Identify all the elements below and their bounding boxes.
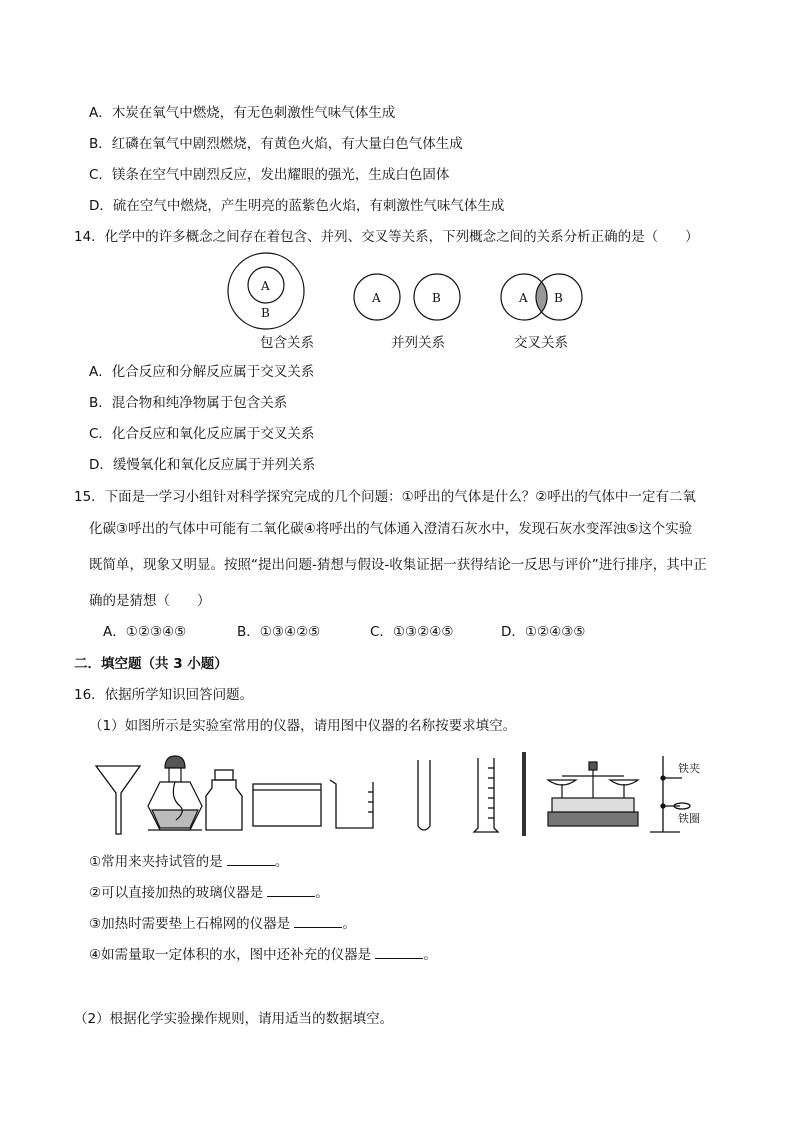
q16-item3 bbox=[89, 915, 356, 933]
beaker-icon bbox=[330, 780, 373, 828]
funnel-icon bbox=[96, 766, 140, 834]
contain-outer-label: B bbox=[261, 306, 270, 320]
cross-diagram bbox=[501, 274, 582, 320]
reagent-bottle-icon bbox=[206, 770, 242, 830]
q16-stem: 16．依据所学知识回答问题。 bbox=[74, 687, 254, 703]
q16-part1: （1）如图所示是实验室常用的仪器，请用图中仪器的名称按要求填空。 bbox=[89, 718, 517, 734]
q14-option-d: D．缓慢氧化和氧化反应属于并列关系 bbox=[89, 457, 316, 473]
q13-option-b: B．红磷在氧气中剧烈燃烧，有黄色火焰，有大量白色气体生成 bbox=[89, 136, 463, 152]
graduated-cylinder-icon bbox=[474, 758, 498, 832]
q14-stem: 14．化学中的许多概念之间存在着包含、并列、交叉等关系，下列概念之间的关系分析正确的是（ ） bbox=[74, 229, 699, 245]
q13-option-a: A．木炭在氧气中燃烧，有无色刺激性气味气体生成 bbox=[89, 105, 396, 121]
contain-inner-label: A bbox=[261, 279, 270, 293]
cross-label-b: B bbox=[554, 291, 563, 305]
section-title: 二．填空题（共 3 小题） bbox=[74, 656, 228, 672]
balance-icon bbox=[548, 762, 638, 826]
q16-item1 bbox=[89, 853, 288, 871]
q15-option-c: C．①③②④⑤ bbox=[370, 624, 454, 640]
q14-option-b: B．混合物和纯净物属于包含关系 bbox=[89, 395, 288, 411]
q15-option-a: A．①②③④⑤ bbox=[103, 624, 187, 640]
q15-line2: 化碳③呼出的气体中可能有二氧化碳④将呼出的气体通入澄清石灰水中，发现石灰水变浑浊⑤这个实验 bbox=[89, 521, 693, 537]
q15-option-d: D．①②④③⑤ bbox=[501, 624, 586, 640]
blank-3[interactable] bbox=[294, 915, 342, 928]
q16-item2 bbox=[89, 884, 329, 902]
q15-line1: 15．下面是一学习小组针对科学探究完成的几个问题：①呼出的气体是什么？②呼出的气体中一定有二氧 bbox=[74, 489, 696, 505]
blank-2[interactable] bbox=[267, 884, 315, 897]
q16-item4 bbox=[89, 946, 437, 964]
q15-line4: 确的是猜想（ ） bbox=[89, 593, 211, 609]
caption-parallel: 并列关系 bbox=[391, 335, 445, 351]
caption-cross: 交叉关系 bbox=[514, 335, 568, 351]
q16-part2: （2）根据化学实验操作规则，请用适当的数据填空。 bbox=[74, 1011, 394, 1027]
q14-option-a: A．化合反应和分解反应属于交叉关系 bbox=[89, 364, 315, 380]
item3-text: ③加热时需要垫上石棉网的仪器是 bbox=[89, 916, 291, 932]
item3-end: 。 bbox=[342, 916, 356, 932]
blank-4[interactable] bbox=[375, 946, 423, 959]
trough-icon bbox=[253, 784, 321, 826]
q13-option-c: C．镁条在空气中剧烈反应，发出耀眼的强光，生成白色固体 bbox=[89, 167, 450, 183]
item4-end: 。 bbox=[423, 947, 437, 963]
item2-end: 。 bbox=[315, 885, 329, 901]
caption-contain: 包含关系 bbox=[260, 335, 314, 351]
instruments-figure bbox=[90, 748, 720, 843]
item1-end: 。 bbox=[274, 854, 289, 870]
parallel-label-b: B bbox=[432, 291, 441, 305]
q13-option-d: D．硫在空气中燃烧，产生明亮的蓝紫色火焰，有刺激性气味气体生成 bbox=[89, 198, 505, 214]
parallel-label-a: A bbox=[372, 291, 381, 305]
cross-label-a: A bbox=[519, 291, 528, 305]
glass-rod-icon bbox=[522, 752, 526, 836]
label-iron-ring: 铁圈 bbox=[678, 812, 700, 825]
q15-option-b: B．①③④②⑤ bbox=[237, 624, 321, 640]
item2-text: ②可以直接加热的玻璃仪器是 bbox=[89, 885, 264, 901]
contain-diagram bbox=[228, 253, 304, 329]
parallel-diagram bbox=[354, 274, 460, 320]
label-iron-clamp: 铁夹 bbox=[678, 762, 700, 775]
q14-option-c: C．化合反应和氧化反应属于交叉关系 bbox=[89, 426, 315, 442]
q15-line3: 既简单，现象又明显。按照“提出问题-猜想与假设-收集证据一获得结论一反思与评价”进行排序，其中正 bbox=[89, 557, 707, 573]
item1-text: ①常用来夹持试管的是 bbox=[89, 854, 223, 870]
blank-1[interactable] bbox=[227, 853, 275, 866]
alcohol-lamp-icon bbox=[148, 756, 202, 830]
test-tube-icon bbox=[418, 760, 430, 830]
item4-text: ④如需量取一定体积的水，图中还补充的仪器是 bbox=[89, 947, 372, 963]
